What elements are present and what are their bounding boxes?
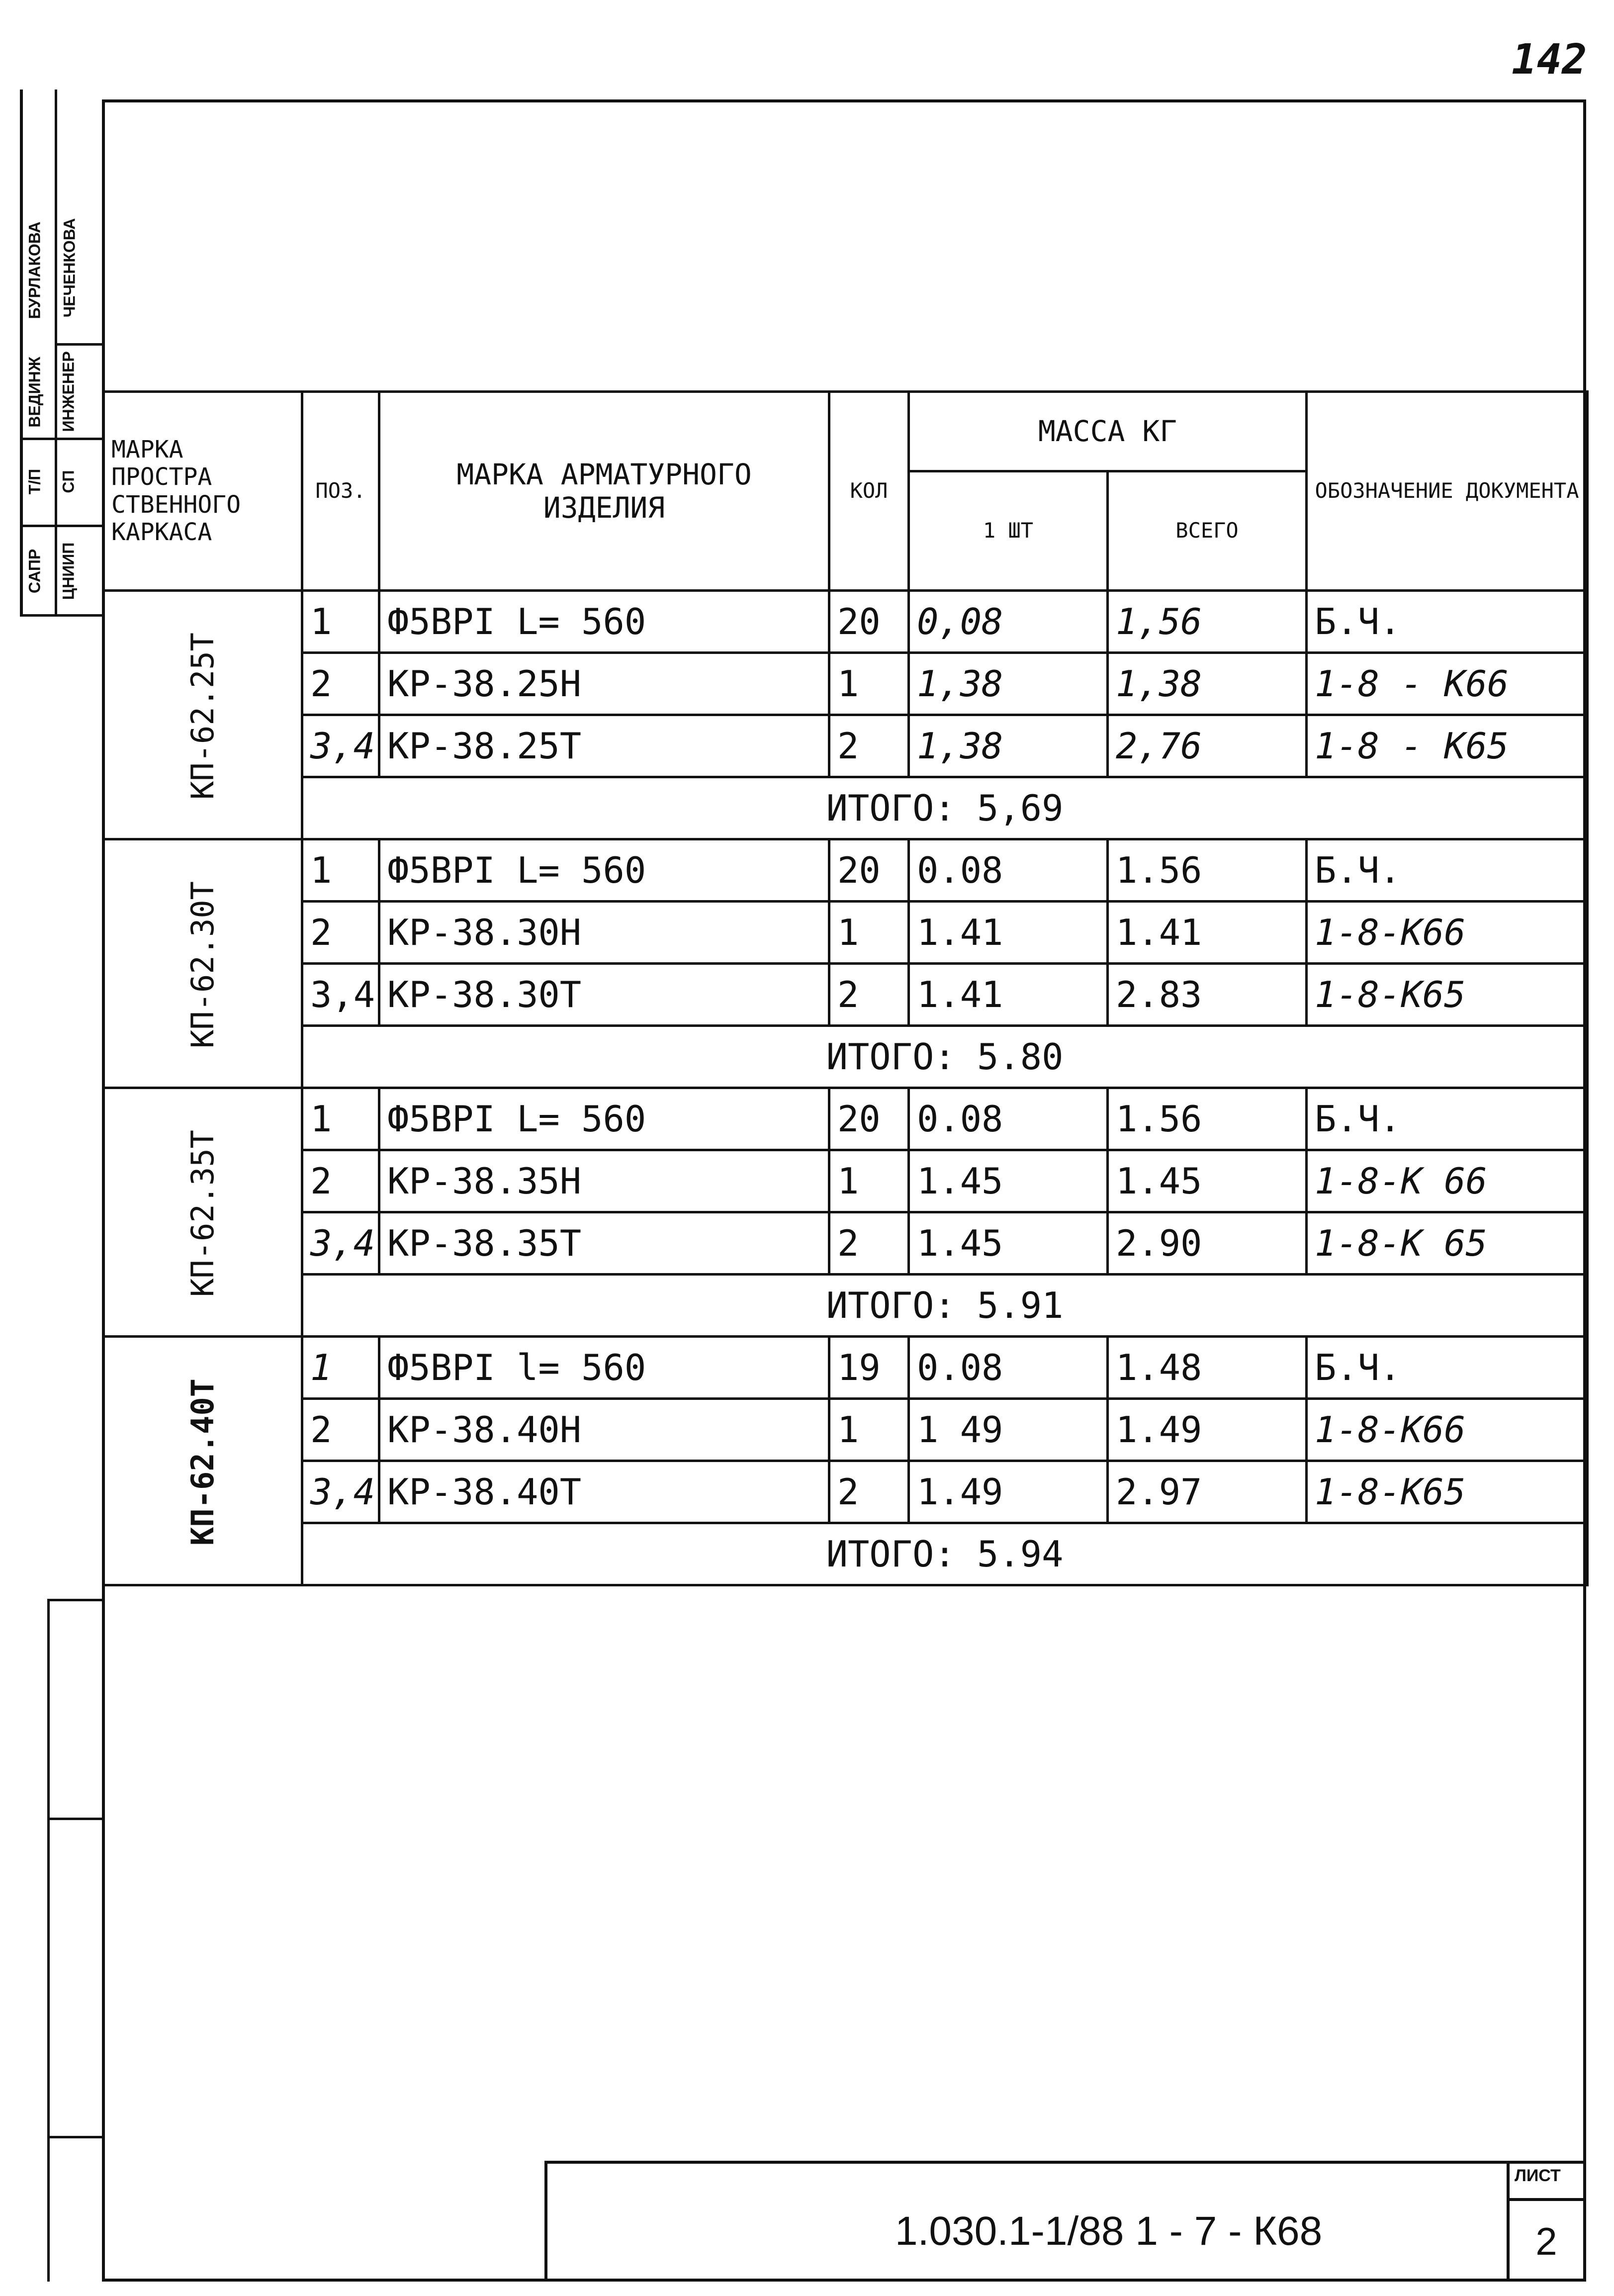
table-row <box>103 964 1588 1026</box>
stamp-label: Т/П <box>25 468 44 495</box>
group-total: ИТОГО: 5.80 <box>302 1026 1588 1088</box>
unit-mass-cell: 1.45 <box>909 1150 1108 1212</box>
stamp-strip-rule <box>20 525 102 527</box>
qty-cell: 1 <box>829 902 909 964</box>
stamp-label: ВЕДИНЖ <box>25 357 44 428</box>
header-pos: ПОЗ. <box>302 392 379 591</box>
stamp-strip-outer-line <box>20 90 23 614</box>
frame-mark-label: КП-62.25Т <box>184 632 221 800</box>
qty-cell: 1 <box>829 1150 909 1212</box>
total-row <box>103 777 1588 839</box>
unit-mass-cell: 0.08 <box>909 1088 1108 1150</box>
unit-mass-cell: 1.49 <box>909 1461 1108 1523</box>
unit-mass-cell: 1.45 <box>909 1212 1108 1275</box>
header-mass-unit: 1 ШТ <box>909 471 1108 591</box>
unit-mass-cell: 0.08 <box>909 1337 1108 1399</box>
product-mark-cell: КР-38.35Т <box>379 1212 829 1275</box>
header-mass-total: ВСЕГО <box>1108 471 1307 591</box>
table-row <box>103 715 1588 777</box>
unit-mass-cell: 1,38 <box>909 653 1108 715</box>
table-row <box>103 1150 1588 1212</box>
frame-mark-label: КП-62.30Т <box>184 881 221 1048</box>
pos-cell: 3,4 <box>302 964 379 1026</box>
lower-strip-rule <box>47 2136 102 2138</box>
qty-cell: 20 <box>829 839 909 902</box>
specification-table <box>102 390 1589 1586</box>
unit-mass-cell: 0,08 <box>909 591 1108 653</box>
doc-cell: 1-8-К 66 <box>1307 1150 1588 1212</box>
total-mass-cell: 2.97 <box>1108 1461 1307 1523</box>
pos-cell: 2 <box>302 1399 379 1461</box>
stamp-label: САПР <box>25 549 44 594</box>
total-row <box>103 1275 1588 1337</box>
product-mark-cell: Ф5ВРI L= 560 <box>379 839 829 902</box>
doc-cell: 1-8-К66 <box>1307 1399 1588 1461</box>
header-doc: ОБОЗНАЧЕНИЕ ДОКУМЕНТА <box>1307 392 1588 591</box>
group-total: ИТОГО: 5,69 <box>302 777 1588 839</box>
product-mark-cell: Ф5ВРI L= 560 <box>379 1088 829 1150</box>
header-product-mark: МАРКА АРМАТУРНОГО ИЗДЕЛИЯ <box>379 392 829 591</box>
doc-cell: 1-8-К 65 <box>1307 1212 1588 1275</box>
table-row <box>103 653 1588 715</box>
qty-cell: 20 <box>829 591 909 653</box>
product-mark-cell: КР-38.35Н <box>379 1150 829 1212</box>
doc-cell: 1-8-К65 <box>1307 964 1588 1026</box>
total-mass-cell: 2.90 <box>1108 1212 1307 1275</box>
frame-mark-label: КП-62.35Т <box>184 1129 221 1297</box>
table-row <box>103 1088 1588 1150</box>
pos-cell: 3,4 <box>302 715 379 777</box>
product-mark-cell: КР-38.25Н <box>379 653 829 715</box>
pos-cell: 2 <box>302 653 379 715</box>
stamp-strip-rule <box>20 614 102 617</box>
frame-mark-label: КП-62.40Т <box>184 1378 221 1546</box>
page-number: 142 <box>1512 35 1587 84</box>
pos-cell: 2 <box>302 1150 379 1212</box>
doc-cell: 1-8 - К65 <box>1307 715 1588 777</box>
group-total: ИТОГО: 5.94 <box>302 1523 1588 1585</box>
product-mark-cell: КР-38.30Н <box>379 902 829 964</box>
table-row <box>103 1461 1588 1523</box>
lower-strip-line <box>47 1599 50 2282</box>
table-row <box>103 1399 1588 1461</box>
total-row <box>103 1026 1588 1088</box>
product-mark-cell: КР-38.40Н <box>379 1399 829 1461</box>
stamp-label: ЦНИИП <box>59 542 78 600</box>
pos-cell: 3,4 <box>302 1461 379 1523</box>
total-row <box>103 1523 1588 1585</box>
table-row <box>103 839 1588 902</box>
product-mark-cell: КР-38.30Т <box>379 964 829 1026</box>
total-mass-cell: 1.49 <box>1108 1399 1307 1461</box>
document-code: 1.030.1-1/88 1 - 7 - К68 <box>895 2208 1323 2254</box>
group-total: ИТОГО: 5.91 <box>302 1275 1588 1337</box>
frame-mark-cell <box>103 1337 302 1585</box>
total-mass-cell: 1,38 <box>1108 653 1307 715</box>
stamp-label: СП <box>59 470 78 493</box>
total-mass-cell: 2.83 <box>1108 964 1307 1026</box>
table-row <box>103 902 1588 964</box>
lower-strip-rule <box>47 1599 102 1601</box>
lower-strip-rule <box>47 1818 102 1820</box>
qty-cell: 2 <box>829 715 909 777</box>
stamp-strip-rule <box>20 438 102 440</box>
unit-mass-cell: 1,38 <box>909 715 1108 777</box>
doc-cell: 1-8-К66 <box>1307 902 1588 964</box>
doc-cell: Б.Ч. <box>1307 1088 1588 1150</box>
product-mark-cell: Ф5ВРI l= 560 <box>379 1337 829 1399</box>
stamp-strip-divider <box>55 90 57 614</box>
frame-mark-cell <box>103 1088 302 1337</box>
pos-cell: 3,4 <box>302 1212 379 1275</box>
unit-mass-cell: 1 49 <box>909 1399 1108 1461</box>
qty-cell: 20 <box>829 1088 909 1150</box>
doc-cell: Б.Ч. <box>1307 839 1588 902</box>
total-mass-cell: 1.41 <box>1108 902 1307 964</box>
header-frame-mark: МАРКА ПРОСТРА СТВЕННОГО КАРКАСА <box>103 392 302 591</box>
doc-cell: Б.Ч. <box>1307 1337 1588 1399</box>
total-mass-cell: 1,56 <box>1108 591 1307 653</box>
total-mass-cell: 1.56 <box>1108 1088 1307 1150</box>
stamp-strip-rule <box>55 343 102 346</box>
qty-cell: 1 <box>829 1399 909 1461</box>
table-row <box>103 1212 1588 1275</box>
frame-mark-cell <box>103 839 302 1088</box>
product-mark-cell: Ф5ВРI L= 560 <box>379 591 829 653</box>
sheet-label: ЛИСТ <box>1515 2166 1561 2185</box>
total-mass-cell: 1.45 <box>1108 1150 1307 1212</box>
total-mass-cell: 1.56 <box>1108 839 1307 902</box>
pos-cell: 1 <box>302 1088 379 1150</box>
qty-cell: 19 <box>829 1337 909 1399</box>
total-mass-cell: 1.48 <box>1108 1337 1307 1399</box>
pos-cell: 1 <box>302 839 379 902</box>
stamp-label: ЧЕЧЕНКОВА <box>60 218 79 318</box>
unit-mass-cell: 1.41 <box>909 902 1108 964</box>
doc-cell: 1-8-К65 <box>1307 1461 1588 1523</box>
frame-mark-cell <box>103 591 302 839</box>
header-qty: КОЛ <box>829 392 909 591</box>
pos-cell: 1 <box>302 591 379 653</box>
qty-cell: 1 <box>829 653 909 715</box>
unit-mass-cell: 1.41 <box>909 964 1108 1026</box>
unit-mass-cell: 0.08 <box>909 839 1108 902</box>
qty-cell: 2 <box>829 1461 909 1523</box>
qty-cell: 2 <box>829 1212 909 1275</box>
total-mass-cell: 2,76 <box>1108 715 1307 777</box>
table-row <box>103 1337 1588 1399</box>
sheet-number: 2 <box>1507 2198 1586 2282</box>
doc-cell: Б.Ч. <box>1307 591 1588 653</box>
pos-cell: 1 <box>302 1337 379 1399</box>
product-mark-cell: КР-38.25Т <box>379 715 829 777</box>
product-mark-cell: КР-38.40Т <box>379 1461 829 1523</box>
qty-cell: 2 <box>829 964 909 1026</box>
header-mass: МАССА КГ <box>909 392 1307 471</box>
stamp-label: ИНЖЕНЕР <box>59 351 78 432</box>
pos-cell: 2 <box>302 902 379 964</box>
table-row <box>103 591 1588 653</box>
stamp-label: БУРЛАКОВА <box>25 221 44 319</box>
doc-cell: 1-8 - К66 <box>1307 653 1588 715</box>
